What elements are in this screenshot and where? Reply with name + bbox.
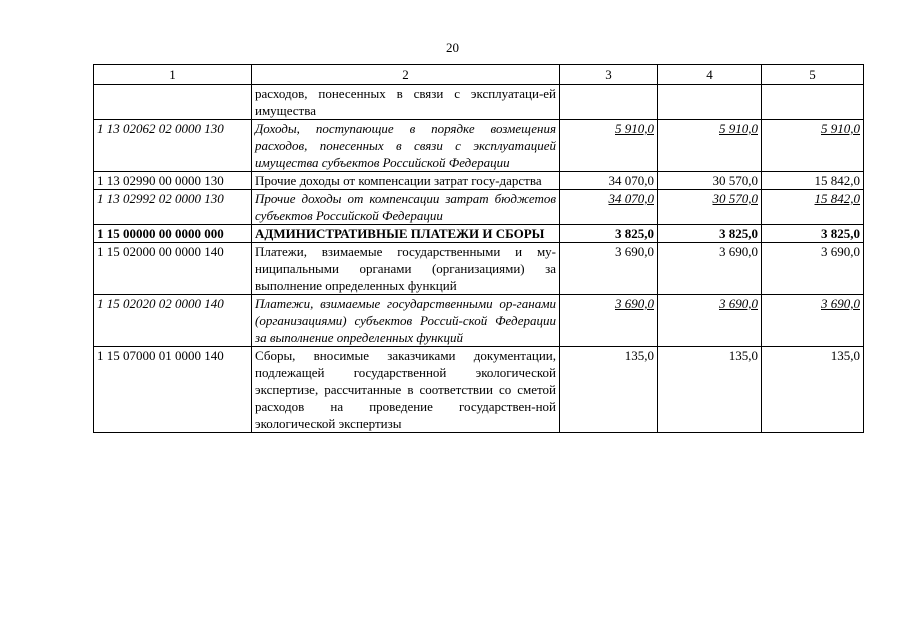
budget-code-cell: [94, 85, 252, 120]
budget-code-cell: 1 13 02990 00 0000 130: [94, 172, 252, 190]
budget-code-cell: 1 15 02020 02 0000 140: [94, 295, 252, 347]
value-col4-cell: 30 570,0: [658, 190, 762, 225]
value-col4-cell: 3 825,0: [658, 225, 762, 243]
value-col3-cell: 135,0: [560, 347, 658, 433]
table-header-row: [94, 65, 864, 85]
column-header: 2: [252, 65, 560, 85]
value-col3-cell: 5 910,0: [560, 120, 658, 172]
value-col3-cell: 3 825,0: [560, 225, 658, 243]
table-row: [94, 120, 864, 172]
value-col3-cell: 3 690,0: [560, 295, 658, 347]
item-name-cell: Прочие доходы от компенсации затрат госу-дарства: [252, 172, 560, 190]
value-col5-cell: 15 842,0: [762, 172, 864, 190]
value-col4-cell: 3 690,0: [658, 295, 762, 347]
table-row: [94, 347, 864, 433]
column-header: 4: [658, 65, 762, 85]
column-header: 3: [560, 65, 658, 85]
value-col5-cell: [762, 85, 864, 120]
value-col3-cell: 34 070,0: [560, 172, 658, 190]
budget-code-cell: 1 13 02062 02 0000 130: [94, 120, 252, 172]
value-col5-cell: 5 910,0: [762, 120, 864, 172]
value-col4-cell: 30 570,0: [658, 172, 762, 190]
table-row: [94, 172, 864, 190]
table-row: [94, 85, 864, 120]
value-col4-cell: 3 690,0: [658, 243, 762, 295]
value-col5-cell: 3 825,0: [762, 225, 864, 243]
value-col5-cell: 15 842,0: [762, 190, 864, 225]
value-col3-cell: 3 690,0: [560, 243, 658, 295]
budget-code-cell: 1 13 02992 02 0000 130: [94, 190, 252, 225]
item-name-cell: Доходы, поступающие в порядке возмещения расходов, понесенных в связи с эксплуатацией имущества субъектов Российской Федерации: [252, 120, 560, 172]
item-name-cell: АДМИНИСТРАТИВНЫЕ ПЛАТЕЖИ И СБОРЫ: [252, 225, 560, 243]
page-number: 20: [446, 40, 459, 55]
item-name-cell: Платежи, взимаемые государственными и му-ниципальными органами (организациями) за выполнение определенных функций: [252, 243, 560, 295]
value-col4-cell: 135,0: [658, 347, 762, 433]
budget-code-cell: 1 15 07000 01 0000 140: [94, 347, 252, 433]
value-col5-cell: 3 690,0: [762, 243, 864, 295]
item-name-cell: расходов, понесенных в связи с эксплуатаци-ей имущества: [252, 85, 560, 120]
table-row: [94, 243, 864, 295]
table-row: [94, 295, 864, 347]
value-col5-cell: 135,0: [762, 347, 864, 433]
table-row: [94, 190, 864, 225]
budget-table: [93, 64, 864, 433]
value-col4-cell: [658, 85, 762, 120]
table-row: [94, 225, 864, 243]
budget-code-cell: 1 15 00000 00 0000 000: [94, 225, 252, 243]
item-name-cell: Платежи, взимаемые государственными ор-ганами (организациями) субъектов Россий-ской Федерации за выполнение определенных функций: [252, 295, 560, 347]
item-name-cell: Прочие доходы от компенсации затрат бюджетов субъектов Российской Федерации: [252, 190, 560, 225]
value-col3-cell: [560, 85, 658, 120]
value-col5-cell: 3 690,0: [762, 295, 864, 347]
budget-code-cell: 1 15 02000 00 0000 140: [94, 243, 252, 295]
item-name-cell: Сборы, вносимые заказчиками документации, подлежащей государственной экологической экспертизе, рассчитанные в соответствии со сметой расходов на проведение государствен-ной экологической экспертизы: [252, 347, 560, 433]
column-header: 5: [762, 65, 864, 85]
column-header: 1: [94, 65, 252, 85]
value-col4-cell: 5 910,0: [658, 120, 762, 172]
value-col3-cell: 34 070,0: [560, 190, 658, 225]
